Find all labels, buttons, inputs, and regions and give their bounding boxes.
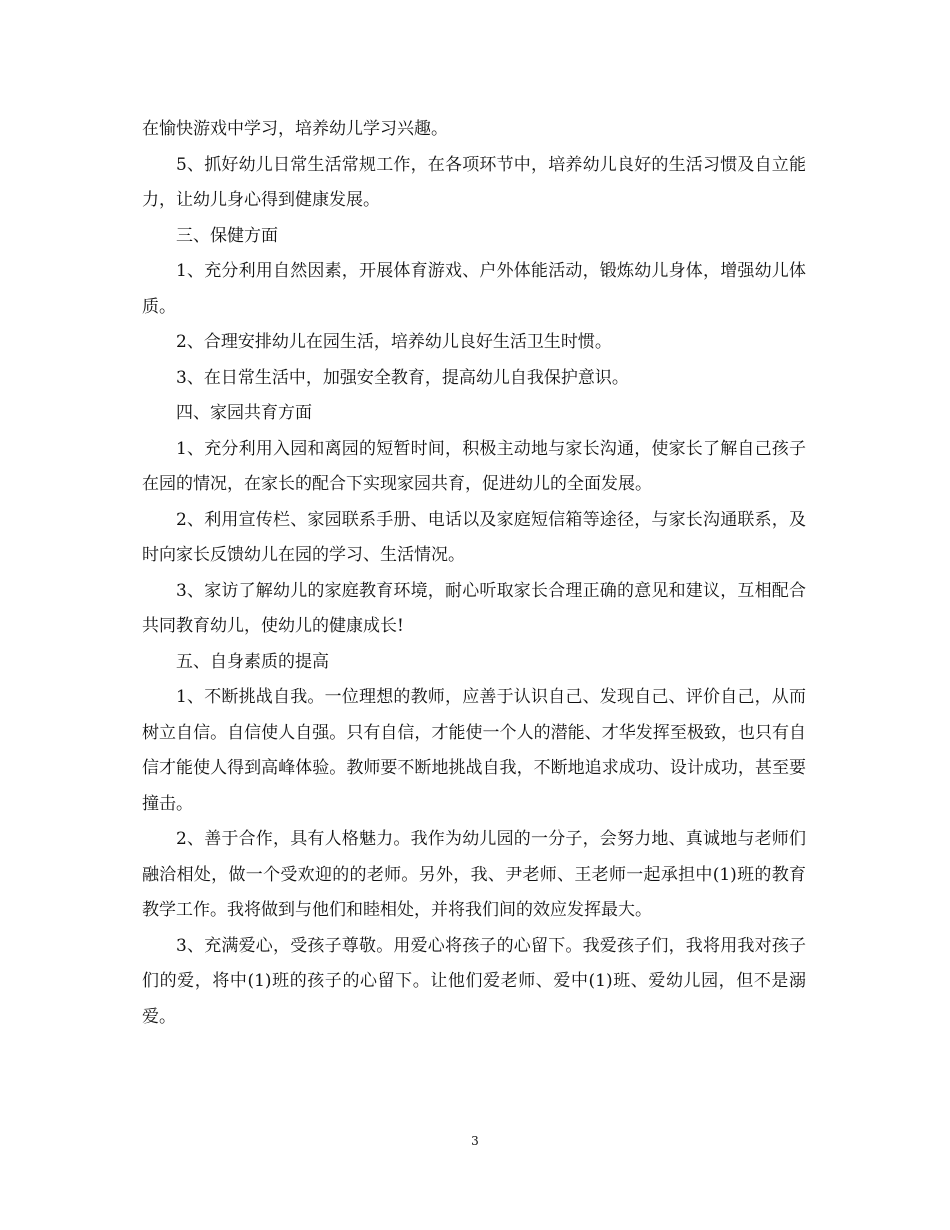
paragraph: 3、在日常生活中，加强安全教育，提高幼儿自我保护意识。 (176, 367, 629, 388)
section-heading: 五、自身素质的提高 (176, 651, 329, 672)
paragraph: 5、抓好幼儿日常生活常规工作，在各项环节中，培养幼儿良好的生活习惯及自立能力，让幼儿身心得到健康发展。 (142, 154, 806, 210)
paragraph: 2、合理安排幼儿在园生活，培养幼儿良好生活卫生时惯。 (176, 332, 612, 352)
paragraph: 2、利用宣传栏、家园联系手册、电话以及家庭短信箱等途径，与家长沟通联系，及时向家长反馈幼儿在园的学习、生活情况。 (142, 509, 806, 565)
paragraph: 3、家访了解幼儿的家庭教育环境，耐心听取家长合理正确的意见和建议，互相配合共同教育幼儿，使幼儿的健康成长! (142, 580, 806, 636)
paragraph: 1、充分利用自然因素，开展体育游戏、户外体能活动，锻炼幼儿身体，增强幼儿体质。 (142, 261, 806, 317)
paragraph: 3、充满爱心，受孩子尊敬。用爱心将孩子的心留下。我爱孩子们，我将用我对孩子们的爱，将中(1)班的孩子的心留下。让他们爱老师、爱中(1)班、爱幼儿园，但不是溺爱。 (142, 935, 806, 1027)
paragraph: 1、充分利用入园和离园的短暂时间，积极主动地与家长沟通，使家长了解自己孩子在园的情况，在家长的配合下实现家园共育，促进幼儿的全面发展。 (142, 438, 806, 494)
section-heading: 四、家园共育方面 (176, 403, 312, 423)
document-body (142, 112, 806, 1035)
paragraph: 1、不断挑战自我。一位理想的教师，应善于认识自己、发现自己、评价自己，从而树立自信。自信使人自强。只有自信，才能使一个人的潜能、才华发挥至极致，也只有自信才能使人得到高峰体验。教师要不断地挑战自我，不断地追求成功、设计成功，甚至要撞击。 (142, 687, 806, 814)
page-number: 3 (471, 1134, 479, 1148)
section-heading: 三、保健方面 (176, 225, 278, 246)
paragraph: 2、善于合作，具有人格魅力。我作为幼儿园的一分子，会努力地、真诚地与老师们融洽相处，做一个受欢迎的的老师。另外，我、尹老师、王老师一起承担中(1)班的教育教学工作。我将做到与他们和睦相处，并将我们间的效应发挥最大。 (142, 829, 806, 920)
paragraph: 在愉快游戏中学习，培养幼儿学习兴趣。 (142, 119, 448, 139)
